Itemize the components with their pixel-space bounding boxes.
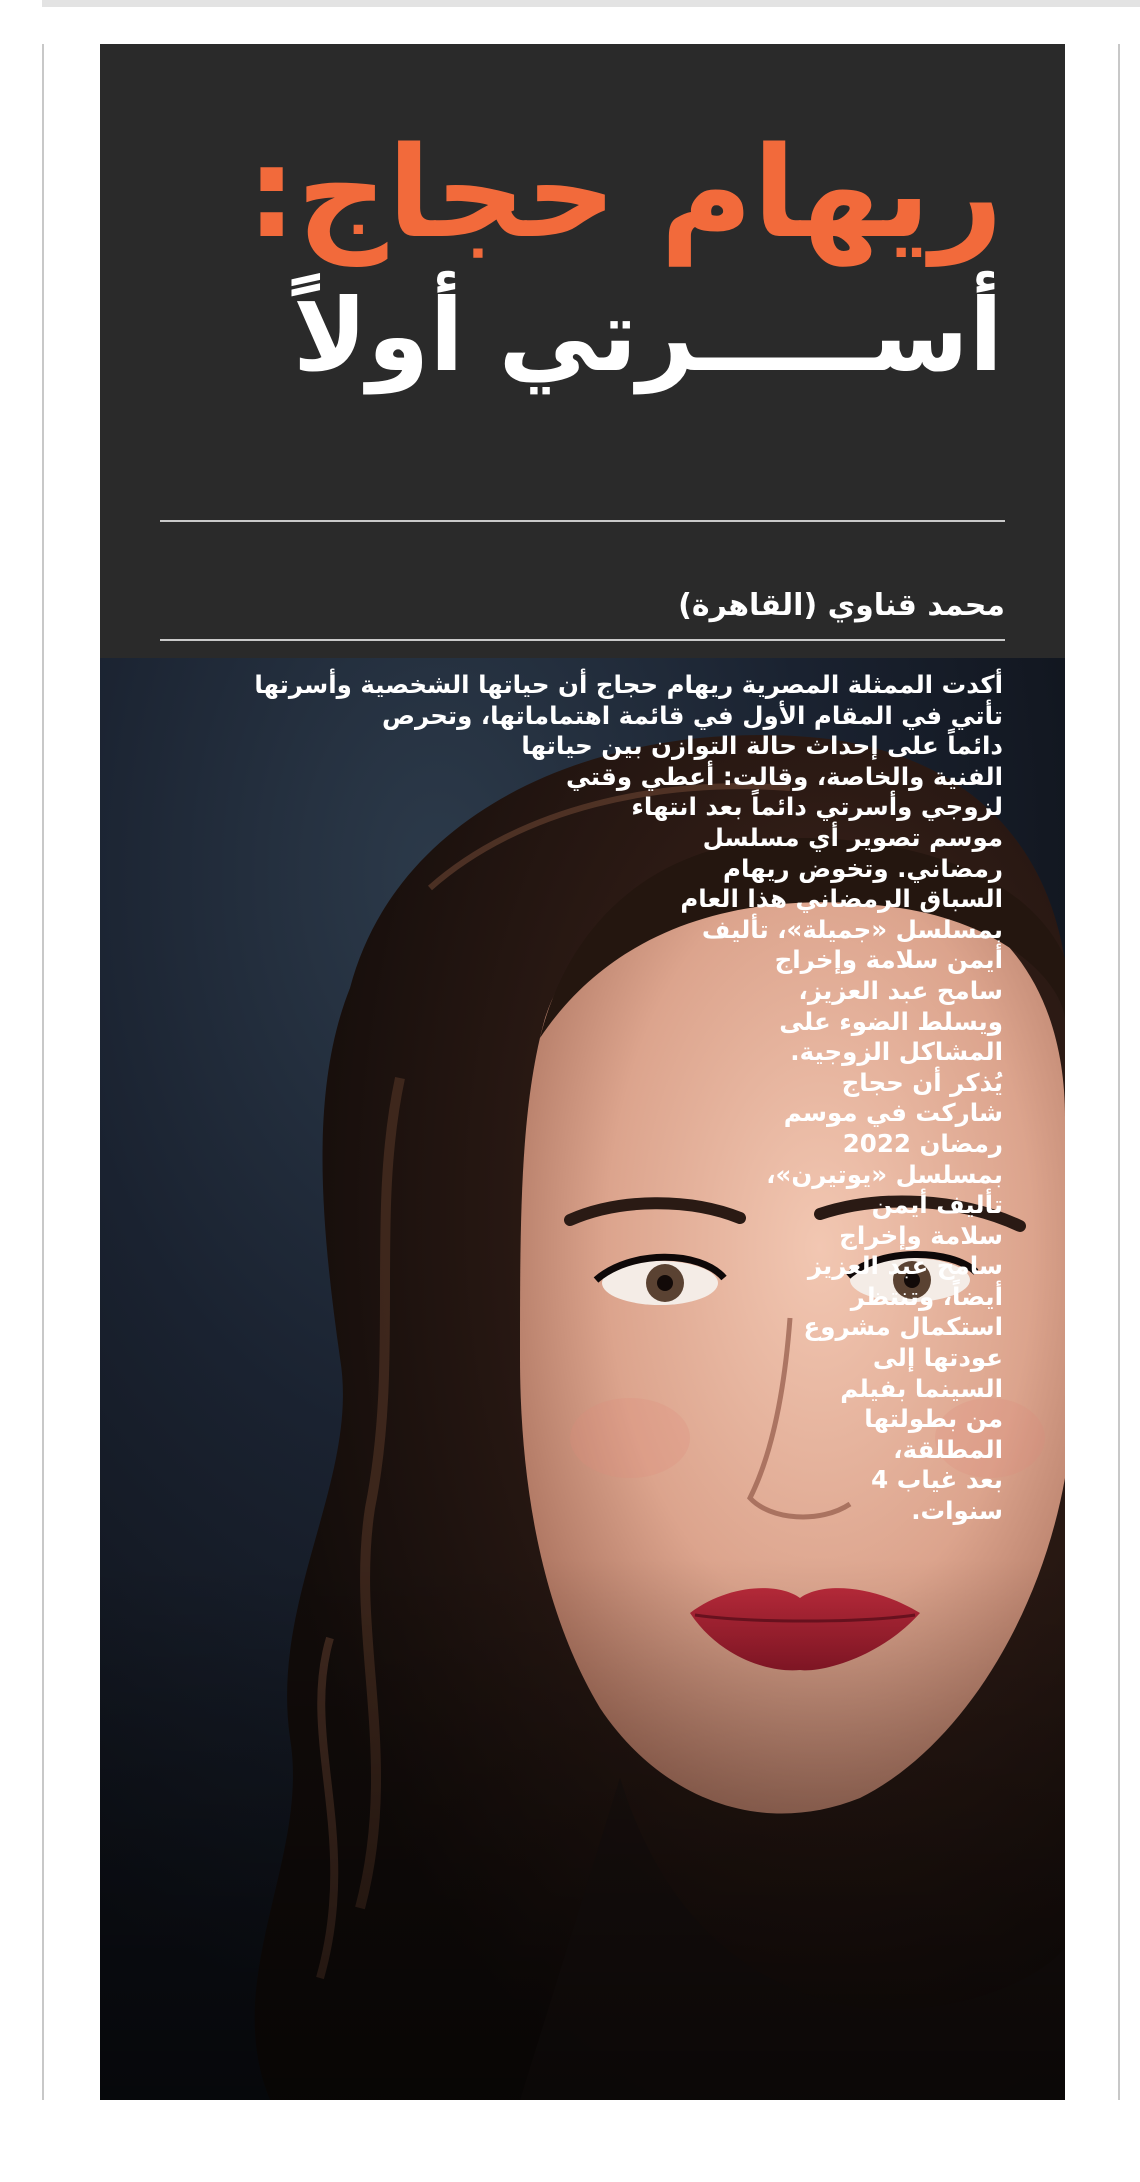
article-body-line: أكدت الممثلة المصرية ريهام حجاج أن حياتها الشخصية وأسرتها	[254, 670, 1003, 699]
article-body	[158, 670, 1003, 1527]
article-body-line: استكمال مشروع	[803, 1312, 1003, 1342]
article-body-line: سلامة وإخراج	[839, 1220, 1003, 1250]
article-body-line: أيضاً، وتنتظر	[850, 1281, 1003, 1311]
article-body-line: يُذكر أن حجاج	[841, 1067, 1003, 1097]
article-body-line: المطلقة،	[893, 1434, 1003, 1464]
article-body-line: عودتها إلى	[872, 1343, 1003, 1373]
headline-quote: أســـــرتي أولاً	[292, 277, 1003, 394]
article-body-line: سنوات.	[911, 1496, 1003, 1526]
article-body-line: بمسلسل «جميلة»، تأليف	[701, 914, 1003, 944]
page-top-rule	[42, 0, 1140, 7]
article-body-line: تأليف أيمن	[871, 1190, 1003, 1220]
divider-bottom	[160, 639, 1005, 641]
article-body-line: لزوجي وأسرتي دائماً بعد انتهاء	[631, 792, 1003, 822]
article-body-line: رمضاني. وتخوض ريهام	[722, 853, 1003, 883]
article-body-line: الفنية والخاصة، وقالت: أعطي وقتي	[566, 761, 1003, 791]
article-body-line: دائماً على إحداث حالة التوازن بين حياتها	[521, 731, 1003, 761]
article-body-line: سامح عبد العزيز،	[798, 975, 1003, 1005]
divider-top	[160, 520, 1005, 522]
article-body-line: السباق الرمضاني هذا العام	[680, 884, 1003, 914]
article-body-line: بعد غياب 4	[871, 1465, 1003, 1495]
article-body-line: سامح عبد العزيز	[807, 1251, 1003, 1281]
byline: محمد قناوي (القاهرة)	[678, 588, 1005, 623]
headline-name: ريهام حجاج:	[246, 119, 1003, 266]
article-body-line: موسم تصوير أي مسلسل	[702, 822, 1003, 852]
article-body-line: رمضان 2022	[842, 1128, 1003, 1158]
article-body-line: السينما بفيلم	[840, 1373, 1003, 1403]
article-body-line: من بطولتها	[864, 1404, 1003, 1434]
article-body-line: أيمن سلامة وإخراج	[774, 945, 1003, 975]
article-body-line: المشاكل الزوجية.	[790, 1037, 1003, 1067]
article-body-line: شاركت في موسم	[783, 1098, 1003, 1128]
article-body-line: تأتي في المقام الأول في قائمة اهتماماتها، وتحرص	[382, 700, 1003, 730]
column-rule-left	[42, 44, 44, 2100]
article-body-line: بمسلسل «يوتيرن»،	[766, 1159, 1003, 1189]
article-body-line: ويسلط الضوء على	[779, 1006, 1003, 1036]
column-rule-right	[1118, 44, 1120, 2100]
article-panel	[100, 44, 1065, 2100]
